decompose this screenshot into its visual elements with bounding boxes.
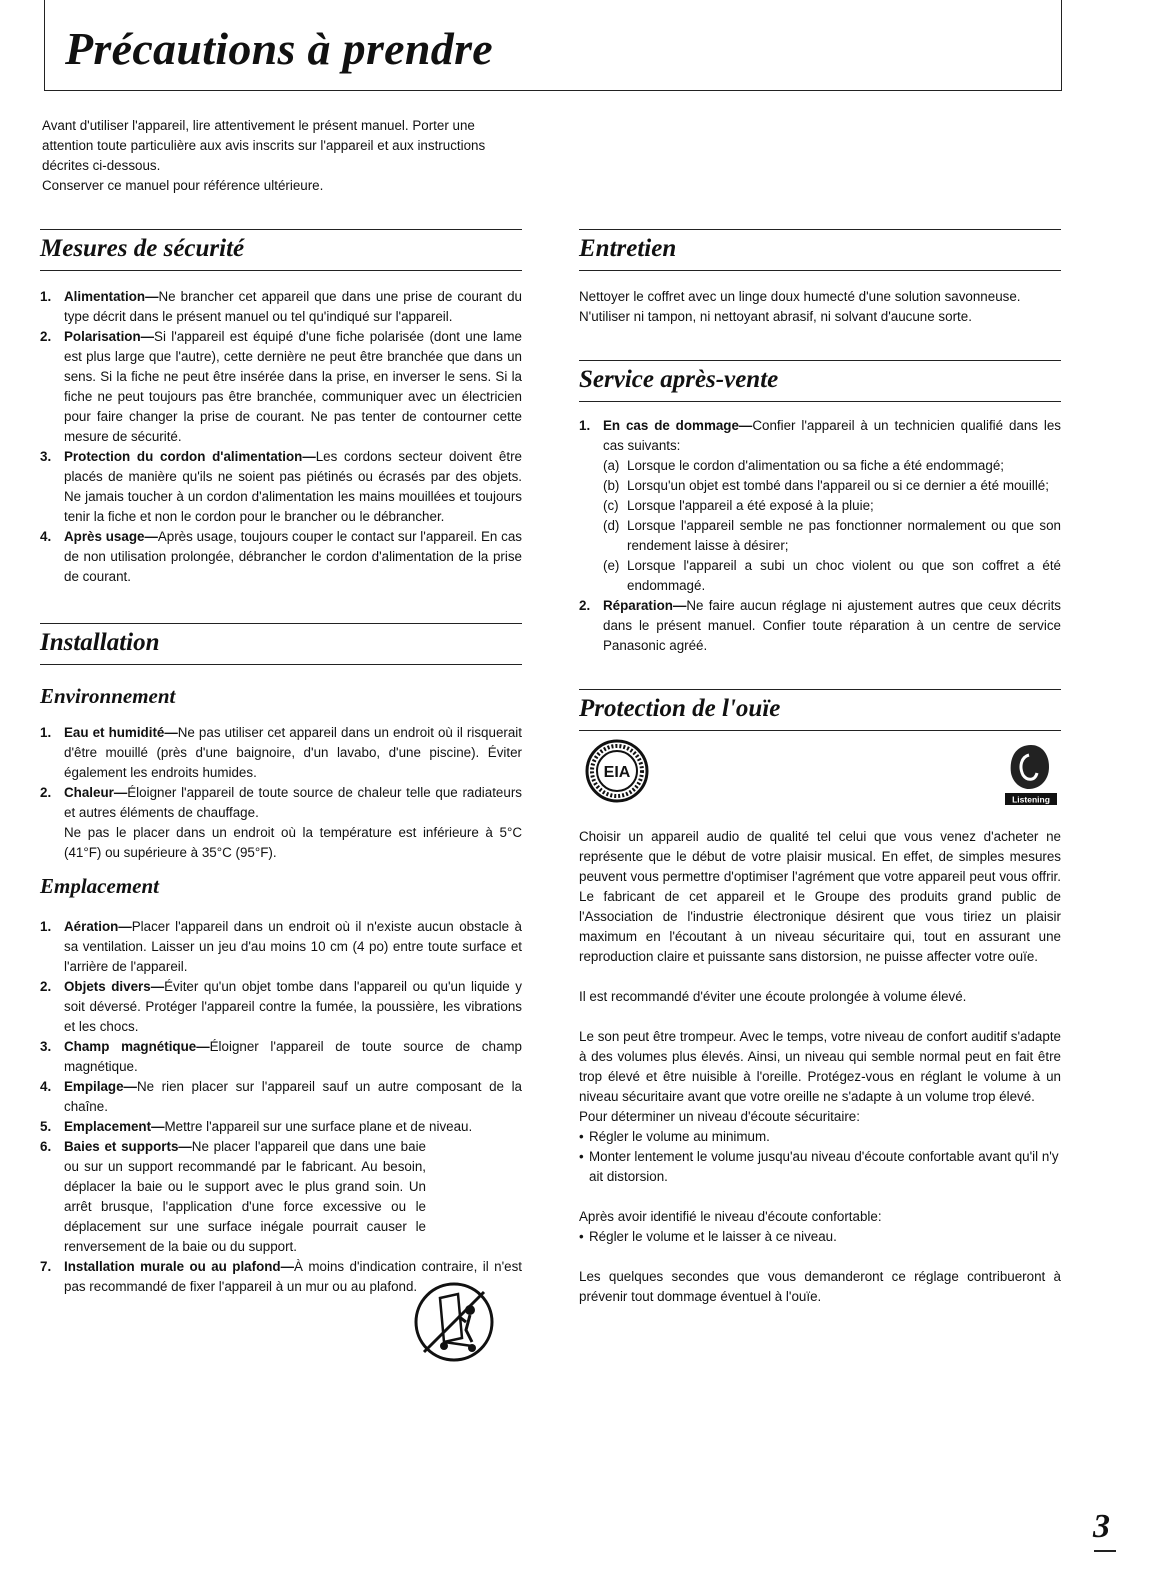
item-term: Chaleur— [64, 785, 128, 800]
bullet-text: Régler le volume et le laisser à ce niveau. [589, 1229, 837, 1244]
sub-item-letter: (c) [603, 498, 619, 513]
list-item [40, 1037, 522, 1077]
item-number: 6. [40, 1139, 52, 1154]
item-text: Mettre l'appareil sur une surface plane et de niveau. [164, 1119, 473, 1134]
item-term: Objets divers— [64, 979, 165, 994]
list-item [40, 723, 522, 783]
paragraph: Nettoyer le coffret avec un linge doux humecté d'une solution savonneuse. [579, 289, 1021, 304]
item-term: Protection du cordon d'alimentation— [64, 449, 316, 464]
bullet-text: Régler le volume au minimum. [589, 1129, 770, 1144]
item-term: Emplacement— [64, 1119, 165, 1134]
eia-logo-text: EIA [603, 764, 631, 781]
list-item [40, 327, 522, 447]
item-number: 4. [40, 1079, 52, 1094]
bullet-item [579, 1147, 1061, 1187]
bullet-item [579, 1127, 1061, 1147]
list-item [40, 1137, 522, 1257]
item-text: Éloigner l'appareil de toute source de champ magnétique. [64, 1039, 522, 1074]
list-item [40, 977, 522, 1037]
paragraph: Les quelques secondes que vous demanderont ce réglage contribueront à prévenir tout dommage éventuel à l'ouïe. [579, 1269, 1061, 1304]
section-heading-installation: Installation [40, 623, 522, 665]
paragraph: Le son peut être trompeur. Avec le temps, votre niveau de confort auditif s'adapte à des volumes plus élevés. Ainsi, un niveau qui semble normal peut en fait être trop élevé et être nuisible à l'oreille. Protégez-vous en réglant le volume à un niveau sécuritaire avant que votre oreille ne s'adapte à un volume trop élevé. [579, 1029, 1061, 1104]
sub-item-text: Lorsqu'un objet est tombé dans l'appareil ou si ce dernier a été mouillé; [627, 478, 1049, 493]
sub-item-letter: (b) [603, 478, 620, 493]
item-number: 2. [40, 329, 52, 344]
item-number: 1. [40, 289, 52, 304]
item-term: Réparation— [603, 598, 687, 613]
service-list [579, 416, 1061, 456]
cart-warning-icon [414, 1280, 494, 1364]
subheading-emplacement: Emplacement [40, 874, 159, 898]
item-term: En cas de dommage— [603, 418, 753, 433]
title-box [44, 0, 1062, 91]
paragraph: Choisir un appareil audio de qualité tel celui que vous venez d'acheter ne représente que le début de votre plaisir musical. En effet, de simples mesures peuvent vous permettre d'optimiser l'agrément que votre appareil peut vous offrir. Le fabricant de cet appareil et le Groupe des produits grand public de l'Association de l'industrie électronique désirent que vous tiriez un plaisir maximum en l'écoutant à un niveau sécuritaire qui, tout en assurant une reproduction claire et puissante sans distorsion, ne puisse affecter votre ouïe. [579, 829, 1061, 964]
item-number: 2. [579, 598, 591, 613]
logos-row [579, 731, 1061, 811]
intro [42, 116, 528, 196]
list-item [40, 287, 522, 327]
item-term: Empilage— [64, 1079, 137, 1094]
list-item [40, 1117, 522, 1137]
listening-logo-text: Listening [1012, 794, 1050, 805]
item-number: 5. [40, 1119, 52, 1134]
list-item [40, 1077, 522, 1117]
paragraph: Il est recommandé d'éviter une écoute prolongée à volume élevé. [579, 989, 967, 1004]
item-term: Installation murale ou au plafond— [64, 1259, 295, 1274]
bullet-dot-icon: • [579, 1229, 584, 1244]
bullet-item [579, 1227, 1061, 1247]
item-term: Baies et supports— [64, 1139, 192, 1154]
item-number: 1. [579, 418, 591, 433]
item-text: Ne brancher cet appareil que dans une prise de courant du type décrit dans le présent manuel ou tel qu'indiqué sur l'appareil. [64, 289, 522, 324]
sub-item-text: Lorsque le cordon d'alimentation ou sa fiche a été endommagé; [627, 458, 1004, 473]
intro-paragraph: Conserver ce manuel pour référence ultérieure. [42, 178, 324, 193]
item-text: Si l'appareil est équipé d'une fiche polarisée (dont une lame est plus large que l'autre), cette dernière ne peut être branchée que dans un sens. Si la fiche ne peut être insérée dans la prise, en inverser le sens. Si la fiche ne peut toujours pas être branchée, communiquer avec un électricien pour faire changer la prise de courant. Ne pas tenter de contourner cette mesure de sécurité. [64, 329, 522, 444]
list-item [40, 447, 522, 527]
list-item [579, 416, 1061, 456]
item-number: 1. [40, 919, 52, 934]
paragraph: Pour déterminer un niveau d'écoute sécuritaire: [579, 1109, 860, 1124]
sub-item-letter: (e) [603, 558, 620, 573]
bullet-text: Monter lentement le volume jusqu'au niveau d'écoute confortable avant qu'il n'y ait distorsion. [589, 1149, 1059, 1184]
section-heading-ouie: Protection de l'ouïe [579, 689, 1061, 731]
listening-logo-icon [999, 739, 1063, 809]
item-number: 2. [40, 785, 52, 800]
item-text: Ne faire aucun réglage ni ajustement autres que ceux décrits dans le présent manuel. Confier toute réparation à un centre de service Panasonic agréé. [603, 598, 1061, 653]
item-text: Ne rien placer sur l'appareil sauf un autre composant de la chaîne. [64, 1079, 522, 1114]
item-term: Aération— [64, 919, 132, 934]
item-number: 3. [40, 449, 52, 464]
environnement-list [40, 723, 522, 863]
item-text: Confier l'appareil à un technicien qualifié dans les cas suivants: [603, 418, 1061, 453]
page-number-underline [1094, 1550, 1116, 1552]
section-heading-securite: Mesures de sécurité [40, 229, 522, 271]
sub-item-letter: (a) [603, 458, 620, 473]
item-term: Polarisation— [64, 329, 155, 344]
intro-paragraph: Avant d'utiliser l'appareil, lire attentivement le présent manuel. Porter une attention toute particulière aux avis inscrits sur l'appareil et aux instructions décrites ci-dessous. [42, 118, 486, 173]
item-number: 7. [40, 1259, 52, 1274]
list-item [40, 527, 522, 587]
paragraph: Après avoir identifié le niveau d'écoute confortable: [579, 1209, 882, 1224]
item-text: Éloigner l'appareil de toute source de chaleur telle que radiateurs et autres éléments de chauffage. [64, 785, 522, 820]
item-number: 3. [40, 1039, 52, 1054]
item-term: Champ magnétique— [64, 1039, 210, 1054]
bullet-dot-icon: • [579, 1129, 584, 1144]
section-heading-service: Service après-vente [579, 360, 1061, 402]
sub-item [579, 456, 1061, 476]
service-list-continued [579, 596, 1061, 656]
sub-item [579, 496, 1061, 516]
item-term: Alimentation— [64, 289, 159, 304]
list-item [579, 596, 1061, 656]
item-number: 1. [40, 725, 52, 740]
item-text-extra: Ne pas le placer dans un endroit où la température est inférieure à 5°C (41°F) ou supérieure à 35°C (95°F). [64, 825, 522, 860]
item-term: Après usage— [64, 529, 158, 544]
item-text: Placer l'appareil dans un endroit où il n'existe aucun obstacle à sa ventilation. Laisser un jeu d'au moins 10 cm (4 po) entre toute surface et l'arrière de l'appareil. [64, 919, 522, 974]
item-text: À moins d'indication contraire, il n'est pas recommandé de fixer l'appareil à un mur ou au plafond. [64, 1259, 522, 1294]
page-title: Précautions à prendre [65, 23, 493, 74]
sub-item-text: Lorsque l'appareil a été exposé à la pluie; [627, 498, 874, 513]
emplacement-list [40, 917, 522, 1297]
sub-item [579, 556, 1061, 596]
subheading-environnement: Environnement [40, 684, 176, 708]
item-term: Eau et humidité— [64, 725, 178, 740]
sub-item [579, 516, 1061, 556]
bullet-dot-icon: • [579, 1149, 584, 1164]
service-sub-list [579, 456, 1061, 596]
item-text: Ne placer l'appareil que dans une baie ou sur un support recommandé par le fabricant. Au besoin, déplacer la baie ou le support avec le plus grand soin. Un arrêt brusque, l'application d'une force excessive ou le déplacement sur une surface inégale pourrait causer le renversement de la baie ou du support. [64, 1139, 426, 1254]
left-column [40, 229, 522, 1297]
list-item [40, 783, 522, 863]
sub-item-letter: (d) [603, 518, 620, 533]
page-number: 3 [1093, 1508, 1110, 1545]
item-text: Après usage, toujours couper le contact sur l'appareil. En cas de non utilisation prolongée, débrancher le cordon d'alimentation de la prise de courant. [64, 529, 522, 584]
securite-list [40, 287, 522, 587]
item-text: Éviter qu'un objet tombe dans l'appareil ou qu'un liquide y soit déversé. Protéger l'appareil contre la fumée, la poussière, les vibrations et les chocs. [64, 979, 522, 1034]
right-column [579, 229, 1061, 1307]
sub-item-text: Lorsque l'appareil semble ne pas fonctionner normalement ou que son rendement laisse à désirer; [627, 518, 1061, 553]
item-text: Les cordons secteur doivent être placés de manière qu'ils ne soient pas piétinés ou écrasés par des objets. Ne jamais toucher à un cordon d'alimentation les mains mouillées et toujours tenir la fiche et non le cordon pour le brancher ou le débrancher. [64, 449, 523, 524]
item-number: 2. [40, 979, 52, 994]
sub-item [579, 476, 1061, 496]
section-heading-entretien: Entretien [579, 229, 1061, 271]
sub-item-text: Lorsque l'appareil a subi un choc violent ou que son coffret a été endommagé. [627, 558, 1061, 593]
list-item [40, 917, 522, 977]
item-text: Ne pas utiliser cet appareil dans un endroit où il risquerait d'être mouillé (près d'une baignoire, d'un lavabo, d'une piscine). Éviter également les endroits humides. [64, 725, 523, 780]
paragraph: N'utiliser ni tampon, ni nettoyant abrasif, ni solvant d'aucune sorte. [579, 309, 972, 324]
item-number: 4. [40, 529, 52, 544]
eia-logo-icon [585, 739, 649, 803]
